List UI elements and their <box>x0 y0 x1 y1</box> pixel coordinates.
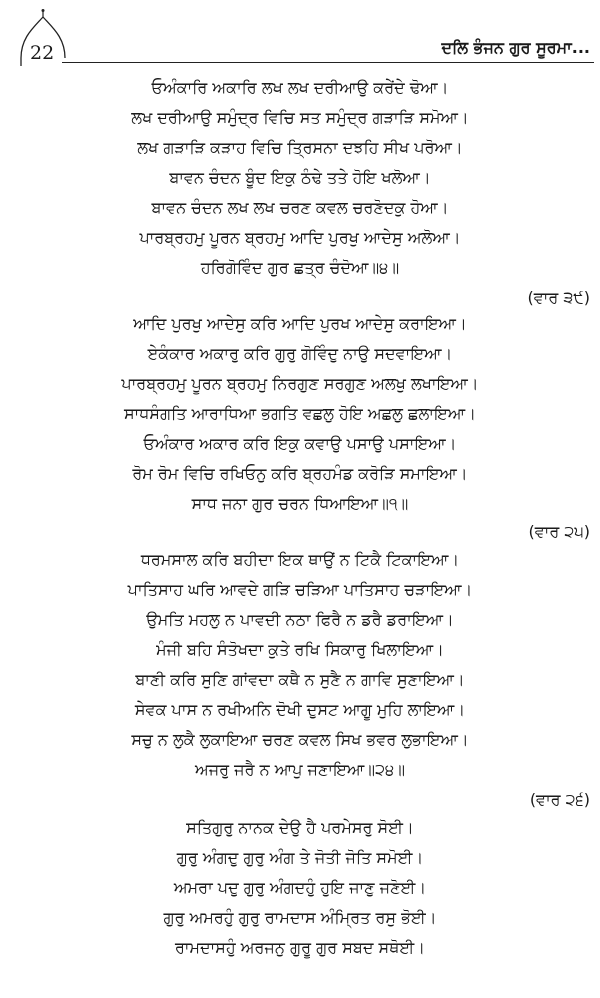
verse-line: ਮੰਜੀ ਬਹਿ ਸੰਤੋਖਦਾ ਕੁਤੇ ਰਖਿ ਸਿਕਾਰੁ ਖਿਲਾਇਆ। <box>156 640 444 659</box>
verse-line: ਅਮਰਾ ਪਦੁ ਗੁਰੁ ਅੰਗਦਹੁੰ ਹੁਇ ਜਾਣੁ ਜਣੋਈ। <box>173 878 427 897</box>
verse-line: ਬਾਵਨ ਚੰਦਨ ਬੂੰਦ ਇਕੁ ਠੰਢੇ ਤਤੇ ਹੋਇ ਖਲੋਆ। <box>169 168 431 187</box>
verse-line: ਓਅੰਕਾਰ ਅਕਾਰ ਕਰਿ ਇਕੁ ਕਵਾਉ ਪਸਾਉ ਪਸਾਇਆ। <box>143 434 457 453</box>
verse-line: ਓਅੰਕਾਰਿ ਅਕਾਰਿ ਲਖ ਲਖ ਦਰੀਆਉ ਕਰੇਂਦੇ ਢੋਆ। <box>151 78 449 97</box>
verse-line: ਸੇਵਕ ਪਾਸ ਨ ਰਖੀਅਨਿ ਦੋਖੀ ਦੁਸਟ ਆਗੂ ਮੁਹਿ ਲਾਇਆ। <box>134 700 466 719</box>
verse-line: ਬਾਵਨ ਚੰਦਨ ਲਖ ਲਖ ਚਰਣ ਕਵਲ ਚਰਣੋਦਕੁ ਹੋਆ। <box>151 198 449 217</box>
verse-line: ਪਾਰਬ੍ਰਹਮੁ ਪੂਰਨ ਬ੍ਰਹਮੁ ਆਦਿ ਪੁਰਖੁ ਆਦੇਸੁ ਅਲੋਆ। <box>139 228 461 247</box>
verse-line: ਧਰਮਸਾਲ ਕਰਿ ਬਹੀਦਾ ਇਕ ਥਾਉਂ ਨ ਟਿਕੈ ਟਿਕਾਇਆ। <box>140 550 460 569</box>
verse-line: ਲਖ ਗੜਾੜਿ ਕੜਾਹ ਵਿਚਿ ਤ੍ਰਿਸਨਾ ਦਝਹਿ ਸੀਖ ਪਰੋਆ। <box>137 138 463 157</box>
verse-line: ਰੋਮ ਰੋਮ ਵਿਚਿ ਰਖਿਓਨੁ ਕਰਿ ਬ੍ਰਹਮੰਡ ਕਰੋੜਿ ਸਮਾਇਆ। <box>132 464 468 483</box>
running-title: ਦਲਿ ਭੰਜਨ ਗੁਰ ਸੂਰਮਾ... <box>441 38 590 57</box>
var-reference: (ਵਾਰ ੩੯) <box>527 288 590 307</box>
verse-line: ਪਾਰਬ੍ਰਹਮੁ ਪੂਰਨ ਬ੍ਰਹਮੁ ਨਿਰਗੁਣ ਸਰਗੁਣ ਅਲਖੁ ਲਖਾਇਆ। <box>121 374 479 393</box>
page-number: 22 <box>30 42 55 64</box>
verse-line: ਰਾਮਦਾਸਹੁੰ ਅਰਜਨੁ ਗੁਰੂ ਗੁਰ ਸਬਦ ਸਥੋਈ। <box>174 938 425 957</box>
verse-line: ਸਚੁ ਨ ਲੁਕੈ ਲੁਕਾਇਆ ਚਰਣ ਕਵਲ ਸਿਖ ਭਵਰ ਲੁਭਾਇਆ। <box>131 730 469 749</box>
var-reference: (ਵਾਰ ੨੫) <box>528 522 590 541</box>
page-header <box>0 0 600 75</box>
verse-line: ਆਦਿ ਪੁਰਖੁ ਆਦੇਸੁ ਕਰਿ ਆਦਿ ਪੁਰਖ ਆਦੇਸੁ ਕਰਾਇਆ। <box>133 314 467 333</box>
verse-line: ਸਾਧਸੰਗਤਿ ਆਰਾਧਿਆ ਭਗਤਿ ਵਛਲੁ ਹੋਇ ਅਛਲੁ ਛਲਾਇਆ। <box>123 404 476 423</box>
verse-line: ਅਜਰੁ ਜਰੈ ਨ ਆਪੁ ਜਣਾਇਆ॥੨੪॥ <box>194 760 406 779</box>
verse-line: ਪਾਤਿਸਾਹ ਘਰਿ ਆਵਦੇ ਗੜਿ ਚੜਿਆ ਪਾਤਿਸਾਹ ਚੜਾਇਆ। <box>127 580 473 599</box>
verse-line: ਗੁਰੁ ਅਮਰਹੁੰ ਗੁਰੁ ਰਾਮਦਾਸ ਅੰਮ੍ਰਿਤ ਰਸੁ ਭੋਈ। <box>163 908 437 927</box>
verse-line: ਗੁਰੁ ਅੰਗਦੁ ਗੁਰੁ ਅੰਗ ਤੇ ਜੋਤੀ ਜੋਤਿ ਸਮੋਈ। <box>176 848 424 867</box>
var-reference: (ਵਾਰ ੨੬) <box>529 790 590 809</box>
verse-line: ਉਮਤਿ ਮਹਲੁ ਨ ਪਾਵਦੀ ਨਠਾ ਫਿਰੈ ਨ ਡਰੈ ਡਰਾਇਆ। <box>146 610 454 629</box>
header-rule <box>62 62 594 63</box>
verse-line: ਹਰਿਗੋਵਿੰਦ ਗੁਰ ਛਤ੍ਰ ਚੰਦੋਆ॥੪॥ <box>200 258 400 277</box>
verse-line: ਸਤਿਗੁਰੁ ਨਾਨਕ ਦੇਉ ਹੈ ਪਰਮੇਸਰੁ ਸੋਈ। <box>186 818 414 837</box>
verse-line: ਬਾਣੀ ਕਰਿ ਸੁਣਿ ਗਾਂਵਦਾ ਕਥੈ ਨ ਸੁਣੈ ਨ ਗਾਵਿ ਸੁਣਾਇਆ। <box>135 670 465 689</box>
verse-line: ਸਾਧ ਜਨਾ ਗੁਰ ਚਰਨ ਧਿਆਇਆ॥੧॥ <box>191 494 409 513</box>
verse-line: ਲਖ ਦਰੀਆਉ ਸਮੁੰਦ੍ਰ ਵਿਚਿ ਸਤ ਸਮੁੰਦ੍ਰ ਗੜਾੜਿ ਸਮੋਆ। <box>131 108 469 127</box>
verse-line: ਏਕੰਕਾਰ ਅਕਾਰੁ ਕਰਿ ਗੁਰੁ ਗੋਵਿੰਦੁ ਨਾਉ ਸਦਵਾਇਆ। <box>147 344 453 363</box>
